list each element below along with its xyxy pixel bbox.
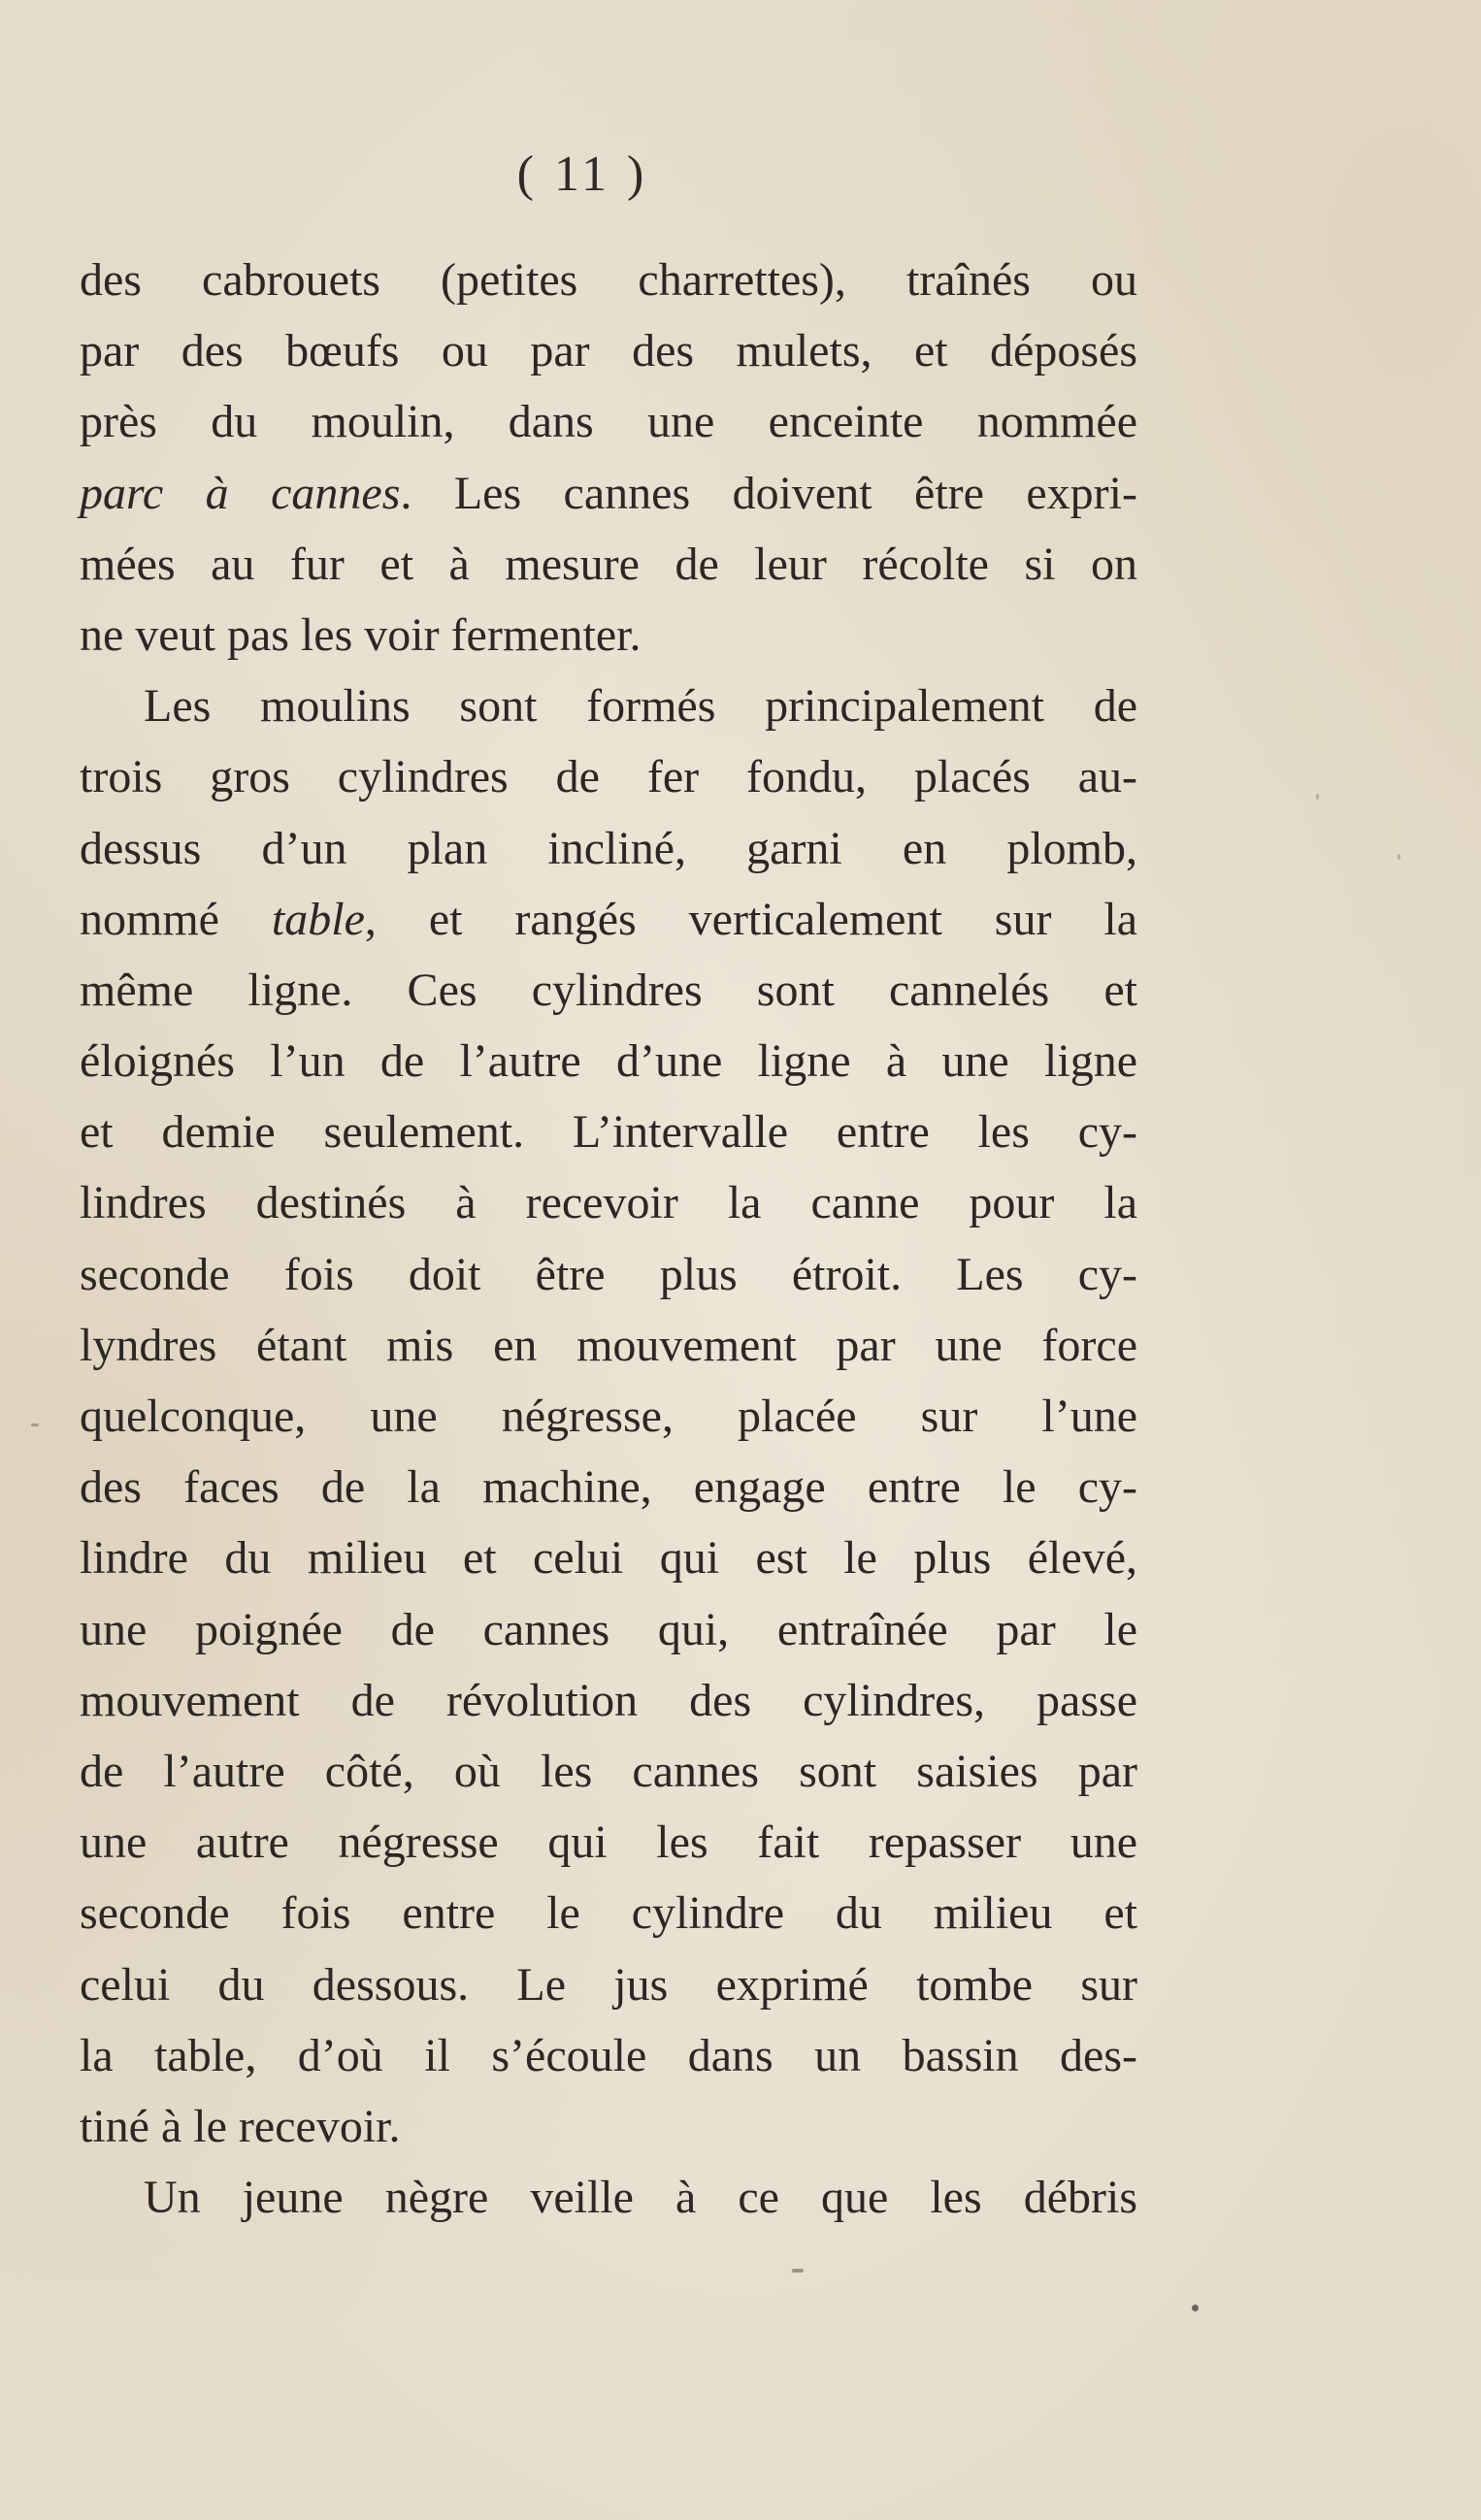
text-line (80, 884, 1137, 955)
text-line: une poignée de cannes qui, entraînée par le (80, 1603, 1137, 1655)
paper-speck (1316, 794, 1319, 800)
text-line: celui du dessous. Le jus exprimé tombe sur (80, 1958, 1137, 2011)
text-line: trois gros cylindres de fer fondu, placés au- (80, 751, 1137, 803)
text-line: près du moulin, dans une enceinte nommée (80, 396, 1137, 448)
text-line: des faces de la machine, engage entre le cy- (80, 1461, 1137, 1514)
text-line: seconde fois doit être plus étroit. Les cy- (80, 1248, 1137, 1300)
text-line: dessus d’un plan incliné, garni en plomb, (80, 822, 1137, 874)
text-line: mouvement de révolution des cylindres, passe (80, 1674, 1137, 1726)
page-number: ( 11 ) (516, 147, 648, 202)
paper-speck (31, 1424, 39, 1426)
text-line: une autre négresse qui les fait repasser une (80, 1816, 1137, 1869)
text-line: lindres destinés à recevoir la canne pour la (80, 1177, 1137, 1229)
text-line: de l’autre côté, où les cannes sont saisies par (80, 1745, 1137, 1797)
text-line: Les moulins sont formés principalement de (144, 680, 1137, 733)
text-line: ne veut pas les voir fermenter. (80, 608, 642, 661)
text-span: , et rangés verticalement sur la (364, 893, 1137, 945)
text-line: Un jeune nègre veille à ce que les débris (144, 2172, 1137, 2224)
text-line (80, 458, 1137, 529)
body-text (80, 245, 1137, 2233)
paper-speck (1398, 854, 1400, 860)
text-line: lindre du milieu et celui qui est le plus élevé, (80, 1532, 1137, 1585)
text-line: par des bœufs ou par des mulets, et déposés (80, 325, 1137, 377)
text-line: tiné à le recevoir. (80, 2100, 401, 2152)
text-line: la table, d’où il s’écoule dans un bassin des- (80, 2029, 1137, 2081)
paper-speck (792, 2269, 804, 2273)
italic-term: table (271, 893, 365, 945)
paper-speck (1192, 2305, 1199, 2311)
text-line: seconde fois entre le cylindre du milieu et (80, 1887, 1137, 1940)
text-line: éloignés l’un de l’autre d’une ligne à une ligne (80, 1035, 1137, 1088)
text-span: . Les cannes doivent être expri- (400, 467, 1137, 519)
text-line: même ligne. Ces cylindres sont cannelés et (80, 964, 1137, 1016)
text-line: mées au fur et à mesure de leur récolte si on (80, 538, 1137, 590)
text-line: quelconque, une négresse, placée sur l’une (80, 1391, 1137, 1442)
text-line: des cabrouets (petites charrettes), traînés ou (80, 254, 1137, 306)
text-line: et demie seulement. L’intervalle entre les cy- (80, 1106, 1137, 1159)
text-span: nommé (80, 893, 272, 945)
text-line: lyndres étant mis en mouvement par une force (80, 1319, 1137, 1371)
italic-term: parc à cannes (80, 467, 401, 519)
